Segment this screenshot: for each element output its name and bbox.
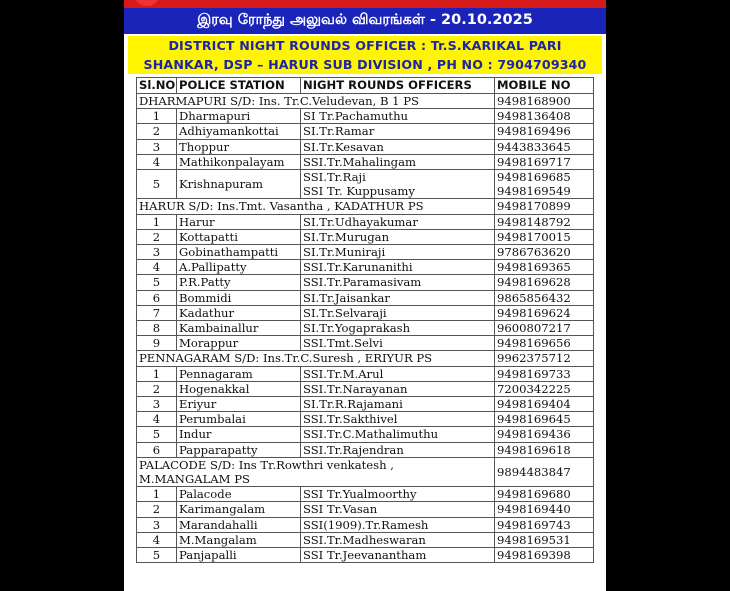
mobile-number: 9498136408 [497, 109, 571, 124]
night-rounds-officer [301, 548, 495, 563]
section-header-row [137, 94, 594, 109]
mobile-no [495, 532, 594, 547]
mobile-number: 9498169440 [497, 502, 571, 517]
night-rounds-officer [301, 229, 495, 244]
mobile-number: 9865856432 [497, 290, 571, 305]
mobile-no [495, 109, 594, 124]
mobile-no [495, 336, 594, 351]
document-sheet [124, 0, 606, 591]
sl-no: 3 [137, 139, 177, 154]
police-station: Indur [177, 427, 301, 442]
night-rounds-officer [301, 214, 495, 229]
mobile-no [495, 290, 594, 305]
officer-name: SI.Tr.Selvaraji [303, 305, 387, 320]
night-rounds-officer [301, 290, 495, 305]
mobile-number: 9498169743 [497, 517, 571, 532]
table-row [137, 124, 594, 139]
night-rounds-officer [301, 397, 495, 412]
night-rounds-officer [301, 517, 495, 532]
mobile-number: 9498170015 [497, 229, 571, 244]
officer-name: SI.Tr.Kesavan [303, 139, 384, 154]
section-title [137, 351, 495, 366]
sl-no: 8 [137, 321, 177, 336]
police-station: Kambainallur [177, 321, 301, 336]
sl-no: 3 [137, 245, 177, 260]
sl-no: 4 [137, 412, 177, 427]
table-row [137, 229, 594, 244]
section-title-line: DHARMAPURI S/D: Ins. Tr.C.Veludevan, B 1 PS [139, 94, 419, 108]
table-row [137, 517, 594, 532]
officer-name: SI.Tr.Murugan [303, 229, 390, 244]
police-station: Mathikonpalayam [177, 154, 301, 169]
mobile-number: 9498169365 [497, 260, 571, 275]
night-rounds-officer [301, 381, 495, 396]
section-title [137, 199, 495, 214]
mobile-no [495, 124, 594, 139]
district-officer-box [128, 36, 602, 74]
night-rounds-table [136, 77, 594, 563]
police-station: Karimangalam [177, 502, 301, 517]
police-station: Dharmapuri [177, 109, 301, 124]
officer-name: SI.Tr.R.Rajamani [303, 397, 403, 412]
sl-no: 5 [137, 427, 177, 442]
night-rounds-officer [301, 366, 495, 381]
table-row [137, 487, 594, 502]
officer-name: SSI.Tr.Mahalingam [303, 154, 417, 169]
banner-red-strip [124, 0, 606, 8]
mobile-no [495, 427, 594, 442]
table-header-row [137, 78, 594, 94]
mobile-no [495, 381, 594, 396]
night-rounds-officer [301, 245, 495, 260]
mobile-number: 9498169404 [497, 397, 571, 412]
police-station: Hogenakkal [177, 381, 301, 396]
night-rounds-officer [301, 305, 495, 320]
police-station: Thoppur [177, 139, 301, 154]
night-rounds-officer [301, 260, 495, 275]
table-row [137, 290, 594, 305]
night-rounds-officer [301, 412, 495, 427]
section-title [137, 94, 495, 109]
col-officers-header: NIGHT ROUNDS OFFICERS [301, 78, 495, 94]
sl-no: 9 [137, 336, 177, 351]
officer-line-2: SHANKAR, DSP – HARUR SUB DIVISION , PH NO : 7904709340 [143, 57, 587, 72]
mobile-no [495, 366, 594, 381]
table-body [137, 94, 594, 563]
mobile-number: 9498169717 [497, 154, 571, 169]
police-station: Kadathur [177, 305, 301, 320]
sl-no: 4 [137, 532, 177, 547]
police-station: A.Pallipatty [177, 260, 301, 275]
table-row [137, 502, 594, 517]
police-station: Krishnapuram [177, 170, 301, 199]
officer-name: SI.Tr.Udhayakumar [303, 214, 418, 229]
mobile-no [495, 305, 594, 320]
night-rounds-officer [301, 427, 495, 442]
sl-no: 2 [137, 502, 177, 517]
sl-no: 5 [137, 170, 177, 199]
officer-name: SSI.Tr.Madheswaran [303, 532, 426, 547]
night-rounds-officer [301, 124, 495, 139]
officer-name: SSI(1909).Tr.Ramesh [303, 517, 429, 532]
officer-name: SSI.Tr.C.Mathalimuthu [303, 427, 439, 442]
mobile-no [495, 139, 594, 154]
mobile-no [495, 548, 594, 563]
mobile-number: 9498169733 [497, 366, 571, 381]
table-row [137, 321, 594, 336]
mobile-number: 9498148792 [497, 214, 571, 229]
mobile-number: 7200342225 [497, 381, 571, 396]
police-station: Bommidi [177, 290, 301, 305]
police-station: Papparapatty [177, 442, 301, 457]
officer-name: SI Tr.Pachamuthu [303, 109, 409, 124]
police-station: Adhiyamankottai [177, 124, 301, 139]
sl-no: 6 [137, 290, 177, 305]
mobile-no [495, 517, 594, 532]
night-rounds-officer [301, 321, 495, 336]
table-row [137, 427, 594, 442]
police-station: Panjapalli [177, 548, 301, 563]
mobile-no [495, 154, 594, 169]
sl-no: 2 [137, 381, 177, 396]
table-row [137, 442, 594, 457]
night-rounds-officer [301, 154, 495, 169]
mobile-no [495, 260, 594, 275]
table-row [137, 275, 594, 290]
police-station: P.R.Patty [177, 275, 301, 290]
mobile-number: 9498169628 [497, 275, 571, 290]
officer-name: SSI.Tr.M.Arul [303, 366, 384, 381]
section-mobile: 9962375712 [495, 351, 594, 366]
night-rounds-officer [301, 442, 495, 457]
table-row [137, 109, 594, 124]
officer-name: SSI.Tr.Narayanan [303, 381, 408, 396]
officer-line-1: DISTRICT NIGHT ROUNDS OFFICER : Tr.S.KARIKAL PARI [168, 38, 562, 53]
officer-name: SI.Tr.Muniraji [303, 245, 386, 260]
mobile-no [495, 502, 594, 517]
sl-no: 5 [137, 548, 177, 563]
col-slno-header: Sl.NO [137, 78, 177, 94]
mobile-number: 9498169436 [497, 427, 571, 442]
officer-name: SI.Tr.Ramar [303, 124, 375, 139]
night-rounds-officer [301, 275, 495, 290]
officer-name: SSI.Tr.Rajendran [303, 442, 404, 457]
section-mobile: 9498168900 [495, 94, 594, 109]
section-title-line: HARUR S/D: Ins.Tmt. Vasantha , KADATHUR PS [139, 199, 424, 214]
police-station: Perumbalai [177, 412, 301, 427]
sl-no: 1 [137, 366, 177, 381]
table-row [137, 214, 594, 229]
table-row [137, 336, 594, 351]
mobile-number: 9498169645 [497, 412, 571, 427]
mobile-number: 9498169656 [497, 336, 571, 351]
police-station: Marandahalli [177, 517, 301, 532]
mobile-number: 9443833645 [497, 139, 571, 154]
police-station: Harur [177, 214, 301, 229]
police-station: Gobinathampatti [177, 245, 301, 260]
col-mobile-header: MOBILE NO [495, 78, 594, 94]
sl-no: 2 [137, 124, 177, 139]
officer-name: SI.Tr.Yogaprakash [303, 321, 411, 336]
sl-no: 4 [137, 154, 177, 169]
officer-name: SSI Tr.Vasan [303, 502, 378, 517]
mobile-no [495, 229, 594, 244]
officer-name-2: SSI Tr. Kuppusamy [303, 184, 415, 199]
mobile-number: 9498169531 [497, 532, 571, 547]
officer-name: SSI.Tr.Karunanithi [303, 260, 413, 275]
police-station: M.Mangalam [177, 532, 301, 547]
mobile-no [495, 214, 594, 229]
table-row [137, 260, 594, 275]
section-header-row [137, 351, 594, 366]
mobile-no [495, 321, 594, 336]
night-rounds-officer [301, 502, 495, 517]
officer-name: SI.Tr.Jaisankar [303, 290, 390, 305]
sl-no: 6 [137, 442, 177, 457]
night-rounds-officer [301, 109, 495, 124]
mobile-number: 9498169496 [497, 124, 571, 139]
sl-no: 1 [137, 109, 177, 124]
table-row [137, 412, 594, 427]
officer-name: SSI.Tr.Raji [303, 170, 366, 185]
police-station: Kottapatti [177, 229, 301, 244]
night-rounds-officer [301, 487, 495, 502]
mobile-no [495, 487, 594, 502]
mobile-number: 9498169398 [497, 548, 571, 563]
sl-no: 7 [137, 305, 177, 320]
section-mobile: 9498170899 [495, 199, 594, 214]
sl-no: 1 [137, 487, 177, 502]
officer-name: SSI.Tmt.Selvi [303, 336, 383, 351]
mobile-no [495, 442, 594, 457]
mobile-number: 9498169618 [497, 442, 571, 457]
officer-name: SSI.Tr.Paramasivam [303, 275, 422, 290]
sl-no: 2 [137, 229, 177, 244]
table-row [137, 154, 594, 169]
mobile-number: 9498169685 [497, 170, 571, 185]
tamil-title: இரவு ரோந்து அலுவல் விவரங்கள் - 20.10.2025 [197, 12, 533, 28]
table-row [137, 366, 594, 381]
table-row [137, 170, 594, 199]
mobile-no [495, 275, 594, 290]
mobile-no [495, 397, 594, 412]
table-row [137, 245, 594, 260]
mobile-number-2: 9498169549 [497, 184, 571, 199]
sl-no: 3 [137, 397, 177, 412]
section-mobile: 9894483847 [495, 457, 594, 486]
sl-no: 4 [137, 260, 177, 275]
mobile-number: 9600807217 [497, 321, 571, 336]
mobile-no [495, 170, 594, 199]
section-title-line-2: M.MANGALAM PS [139, 472, 250, 487]
night-rounds-officer [301, 336, 495, 351]
section-title [137, 457, 495, 486]
officer-name: SSI Tr.Jeevanantham [303, 548, 427, 563]
police-station: Eriyur [177, 397, 301, 412]
table-row [137, 397, 594, 412]
night-rounds-officer [301, 139, 495, 154]
table-row [137, 305, 594, 320]
night-rounds-officer [301, 532, 495, 547]
mobile-no [495, 245, 594, 260]
section-title-line: PALACODE S/D: Ins Tr.Rowthri venkatesh , [139, 457, 394, 472]
mobile-number: 9498169680 [497, 487, 571, 502]
police-station: Palacode [177, 487, 301, 502]
night-rounds-officer [301, 170, 495, 199]
mobile-number: 9786763620 [497, 245, 571, 260]
col-station-header: POLICE STATION [177, 78, 301, 94]
section-header-row [137, 457, 594, 486]
title-banner [124, 0, 606, 34]
section-header-row [137, 199, 594, 214]
table-row [137, 532, 594, 547]
table-row [137, 381, 594, 396]
officer-name: SSI.Tr.Sakthivel [303, 412, 398, 427]
police-station: Morappur [177, 336, 301, 351]
table-row [137, 139, 594, 154]
section-title-line: PENNAGARAM S/D: Ins.Tr.C.Suresh , ERIYUR PS [139, 351, 433, 366]
table-row [137, 548, 594, 563]
mobile-no [495, 412, 594, 427]
sl-no: 3 [137, 517, 177, 532]
mobile-number: 9498169624 [497, 305, 571, 320]
police-station: Pennagaram [177, 366, 301, 381]
sl-no: 1 [137, 214, 177, 229]
sl-no: 5 [137, 275, 177, 290]
officer-name: SSI Tr.Yualmoorthy [303, 487, 417, 502]
